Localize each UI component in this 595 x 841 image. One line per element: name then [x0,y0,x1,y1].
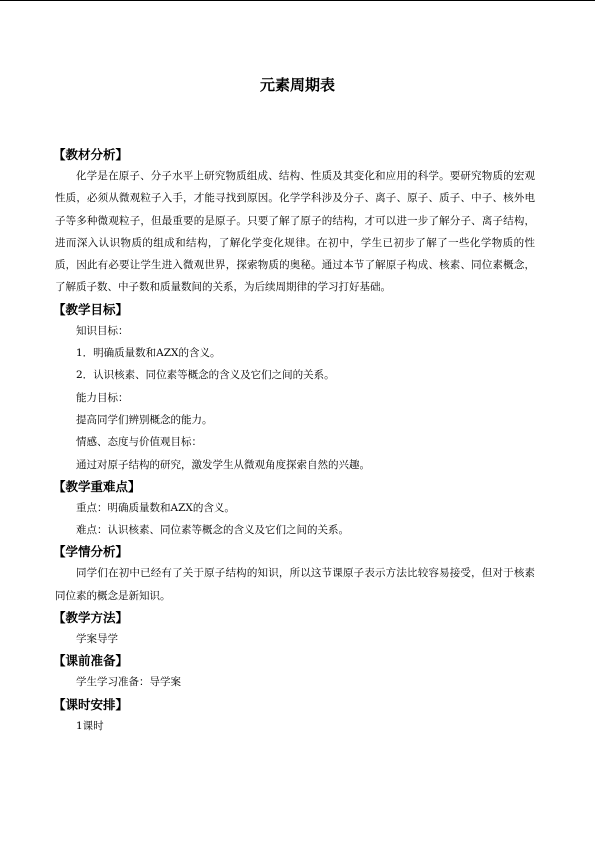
class-hours-line: 1课时 [76,719,104,732]
objective-line: 能力目标： [76,391,129,404]
objective-line: 知识目标： [76,324,129,337]
section-heading-learner-analysis: 【学情分析】 [53,544,129,560]
objective-line: 通过对原子结构的研究，激发学生从微观角度探索自然的兴趣。 [76,458,370,471]
section-heading-teaching-method: 【教学方法】 [53,610,129,626]
key-point-line: 重点：明确质量数和AZX的含义。 [76,501,235,514]
teaching-method-line: 学案导学 [76,633,118,646]
section-heading-teaching-objectives: 【教学目标】 [53,301,129,317]
section-heading-key-difficult-points: 【教学重难点】 [53,478,141,494]
section-heading-preparation: 【课前准备】 [53,653,129,669]
section-heading-textbook-analysis: 【教材分析】 [53,147,129,162]
difficult-point-line: 难点：认识核素、同位素等概念的含义及它们之间的关系。 [76,524,349,537]
document-title: 元素周期表 [259,76,335,94]
page-top-rule [0,0,595,1]
objective-line: 情感、态度与价值观目标： [76,436,202,449]
objective-line: 2．认识核素、同位素等概念的含义及它们之间的关系。 [76,369,335,382]
textbook-analysis-paragraph: 化学是在原子、分子水平上研究物质组成、结构、性质及其变化和应用的科学。要研究物质的宏观性质，必须从微观粒子入手，才能寻找到原因。化学学科涉及分子、离子、原子、质子、中子、核外电子等多种微观粒子，但最重要的是原子。只要了解了原子的结构，才可以进一步了解分子、离子结构，进而深入认识物质的组成和结构，了解化学变化规律。在初中，学生已初步了解了一些化学物质的性质，因此有必要让学生进入微观世界，探索物质的奥秘。通过本节了解原子构成、核素、同位素概念，了解质子数、中子数和质量数间的关系，为后续周期律的学习打好基础。 [55,170,535,294]
document-body [55,143,535,737]
section-heading-class-hours: 【课时安排】 [53,696,129,712]
objective-line: 提高同学们辨别概念的能力。 [76,413,213,426]
preparation-line: 学生学习准备：导学案 [76,676,181,689]
learner-analysis-paragraph: 同学们在初中已经有了关于原子结构的知识，所以这节课原子表示方法比较容易接受，但对于核素同位素的概念是新知识。 [55,567,535,602]
objective-line: 1．明确质量数和AZX的含义。 [76,347,221,360]
